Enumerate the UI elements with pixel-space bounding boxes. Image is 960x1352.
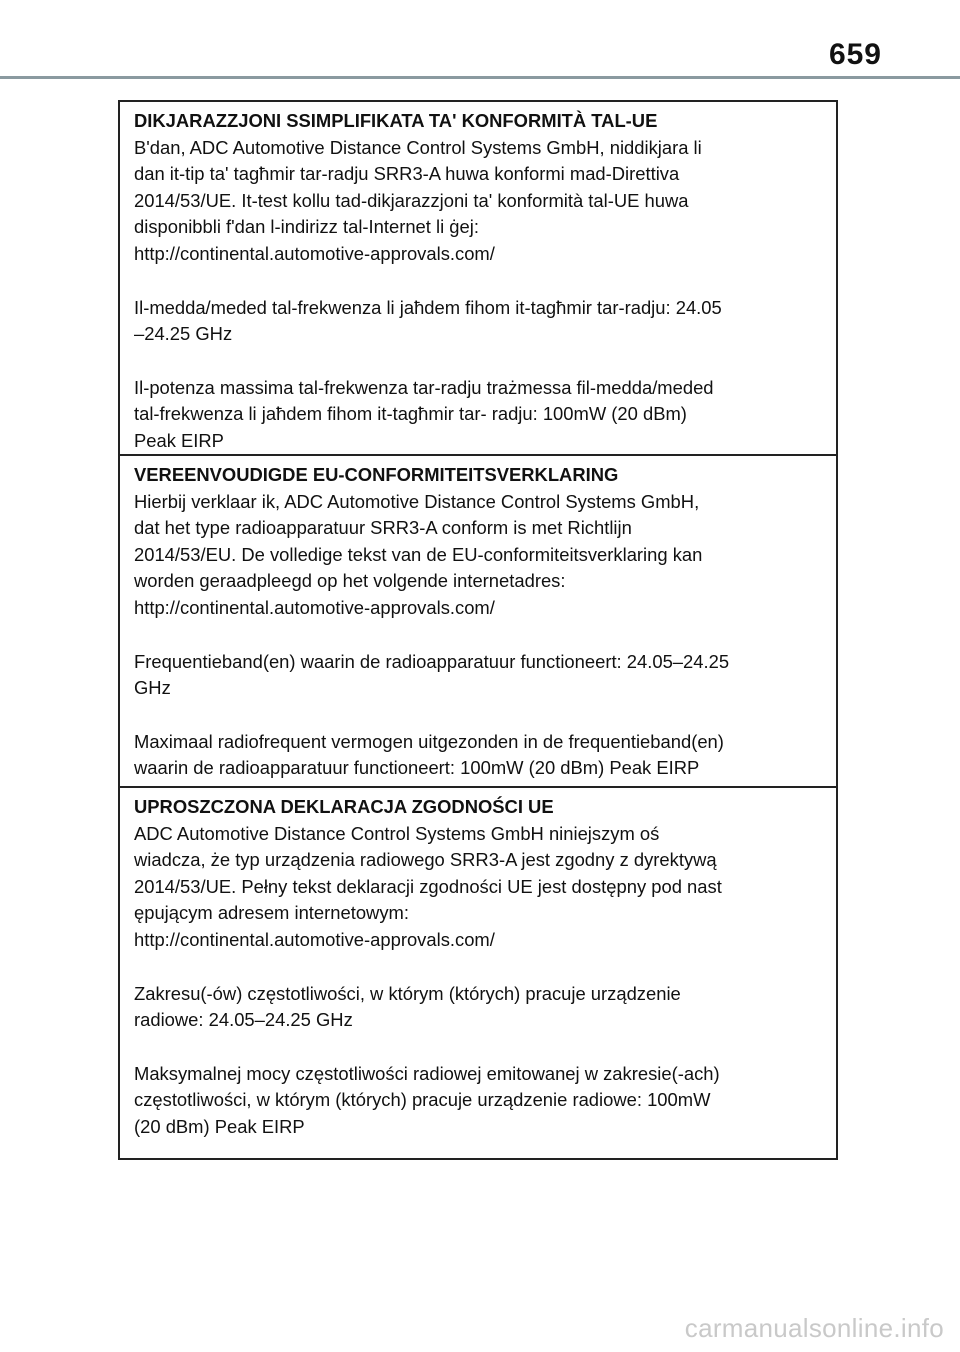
dutch-url[interactable]: http://continental.automotive-approvals.com/ [134,596,495,618]
maltese-power-line-1: Il-potenza massima tal-frekwenza tar-radju trażmessa fil-medda/meded [134,376,714,398]
paragraph-gap [134,1034,822,1061]
dutch-statement-line-1: Hierbij verklaar ik, ADC Automotive Distance Control Systems GmbH, [134,490,700,512]
maltese-power-line-2: tal-frekwenza li jaħdem fihom it-tagħmir tar- radju: 100mW (20 dBm) [134,403,687,425]
dutch-power-line-2: waarin de radioapparatuur functioneert: 100mW (20 dBm) Peak EIRP [134,757,700,779]
polish-power-line-1: Maksymalnej mocy częstotliwości radiowej emitowanej w zakresie(-ach) [134,1062,720,1084]
watermark: carmanualsonline.info [684,1313,944,1343]
paragraph-gap [134,268,822,295]
maltese-frequency-line-2: –24.25 GHz [134,323,233,345]
paragraph-gap [134,622,822,649]
declarations-box [118,100,838,1160]
maltese-statement-line-2: dan it-tip ta' tagħmir tar-radju SRR3-A huwa konformi mad-Direttiva [134,163,680,185]
polish-url[interactable]: http://continental.automotive-approvals.com/ [134,928,495,950]
dutch-frequency-line-1: Frequentieband(en) waarin de radioapparatuur functioneert: 24.05–24.25 [134,650,730,672]
polish-power-line-3: (20 dBm) Peak EIRP [134,1115,305,1137]
polish-frequency-line-2: radiowe: 24.05–24.25 GHz [134,1009,353,1031]
dutch-power-line-1: Maximaal radiofrequent vermogen uitgezonden in de frequentieband(en) [134,730,724,752]
polish-statement-line-4: ępującym adresem internetowym: [134,902,409,924]
maltese-power-line-3: Peak EIRP [134,429,224,451]
dutch-statement-line-3: 2014/53/EU. De volledige tekst van de EU-conformiteitsverklaring kan [134,543,703,565]
polish-statement-line-1: ADC Automotive Distance Control Systems GmbH niniejszym oś [134,822,660,844]
paragraph-gap [134,702,822,729]
section-title-maltese: DIKJARAZZJONI SSIMPLIFIKATA TA' KONFORMITÀ TAL-UE [134,110,658,131]
section-title-dutch: VEREENVOUDIGDE EU-CONFORMITEITSVERKLARING [134,464,619,485]
declaration-maltese [120,102,836,454]
page-number: 659 [828,38,882,71]
maltese-url[interactable]: http://continental.automotive-approvals.com/ [134,242,495,264]
polish-statement-line-3: 2014/53/UE. Pełny tekst deklaracji zgodności UE jest dostępny pod nast [134,875,722,897]
maltese-frequency-line-1: Il-medda/meded tal-frekwenza li jaħdem fihom it-tagħmir tar-radju: 24.05 [134,296,722,318]
paragraph-gap [134,954,822,981]
declaration-polish [120,786,836,1158]
dutch-statement-line-2: dat het type radioapparatuur SRR3-A conform is met Richtlijn [134,517,632,539]
maltese-statement-line-3: 2014/53/UE. It-test kollu tad-dikjarazzjoni ta' konformità tal-UE huwa [134,189,689,211]
dutch-statement-line-4: worden geraadpleegd op het volgende internetadres: [134,570,566,592]
maltese-statement-line-4: disponibbli f'dan l-indirizz tal-Internet li ġej: [134,216,479,238]
polish-frequency-line-1: Zakresu(-ów) częstotliwości, w którym (których) pracuje urządzenie [134,982,681,1004]
section-title-polish: UPROSZCZONA DEKLARACJA ZGODNOŚCI UE [134,796,554,817]
polish-statement-line-2: wiadcza, że typ urządzenia radiowego SRR3-A jest zgodny z dyrektywą [134,849,717,871]
maltese-statement-line-1: B'dan, ADC Automotive Distance Control Systems GmbH, niddikjara li [134,136,702,158]
declaration-dutch [120,454,836,786]
paragraph-gap [134,348,822,375]
header-rule [0,76,960,79]
polish-power-line-2: częstotliwości, w którym (których) pracuje urządzenie radiowe: 100mW [134,1089,711,1111]
dutch-frequency-line-2: GHz [134,677,171,699]
